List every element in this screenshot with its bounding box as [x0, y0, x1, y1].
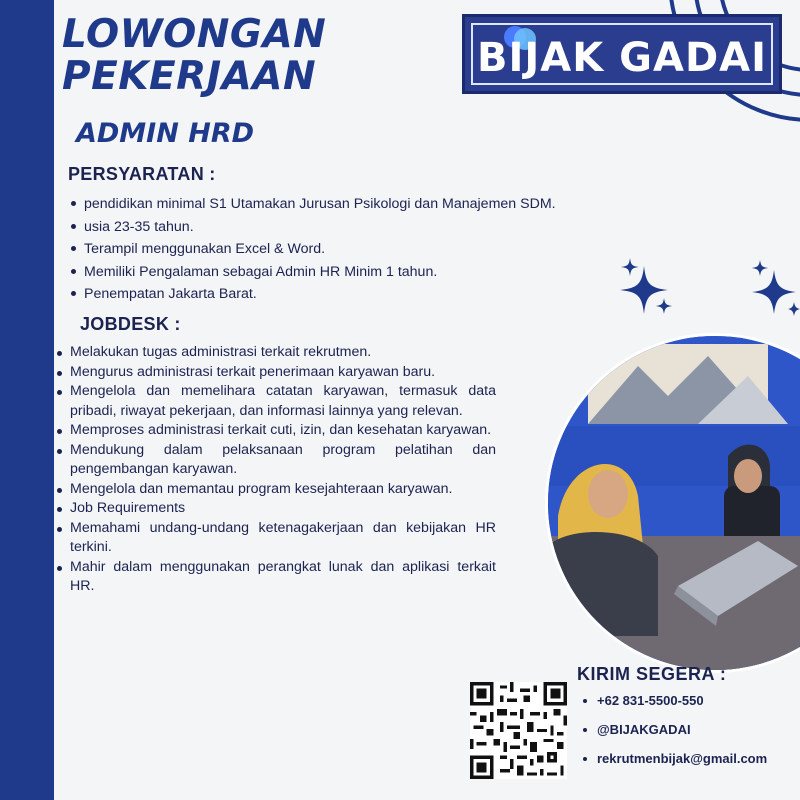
- contact-list: [583, 690, 798, 777]
- list-item: Mengurus administrasi terkait penerimaan karyawan baru.: [54, 363, 496, 383]
- list-item: Mahir dalam menggunakan perangkat lunak dan aplikasi terkait HR.: [54, 558, 496, 597]
- list-item: Mengelola dan memantau program kesejahteraan karyawan.: [54, 480, 496, 500]
- jobdesk-list: [54, 343, 496, 597]
- email-address: rekrutmenbijak@gmail.com: [583, 748, 798, 777]
- list-item: Mengelola dan memelihara catatan karyawan, termasuk data pribadi, riwayat pekerjaan, dan informasi lainnya yang relevan.: [54, 382, 496, 421]
- requirements-list: [68, 193, 668, 306]
- list-item: Terampil menggunakan Excel & Word.: [68, 238, 668, 261]
- list-item: pendidikan minimal S1 Utamakan Jurusan Psikologi dan Manajemen SDM.: [68, 193, 668, 216]
- office-photo: [545, 333, 800, 673]
- list-item: Melakukan tugas administrasi terkait rekrutmen.: [54, 343, 496, 363]
- list-item: usia 23-35 tahun.: [68, 216, 668, 239]
- list-item: Memiliki Pengalaman sebagai Admin HR Minim 1 tahun.: [68, 261, 668, 284]
- qr-code: [470, 682, 567, 779]
- contact-heading: KIRIM SEGERA :: [577, 664, 727, 684]
- instagram-handle: @BIJAKGADAI: [583, 719, 798, 748]
- title-line-1: LOWONGAN: [62, 12, 327, 57]
- left-accent-band: [0, 0, 54, 800]
- jobdesk-heading: JOBDESK :: [80, 314, 181, 334]
- brand-logo: [462, 14, 782, 94]
- logo-text: BIJAK GADAI: [477, 35, 767, 81]
- requirements-heading: PERSYARATAN :: [68, 164, 216, 184]
- list-item: Memproses administrasi terkait cuti, izin, dan kesehatan karyawan.: [54, 421, 496, 441]
- title-line-2: PEKERJAAN: [62, 54, 317, 99]
- sparkle-icon: [612, 258, 800, 328]
- page-title: [62, 14, 326, 98]
- list-item: Memahami undang-undang ketenagakerjaan dan kebijakan HR terkini.: [54, 519, 496, 558]
- office-photo-illustration: [548, 336, 800, 673]
- job-title: ADMIN HRD: [76, 118, 255, 149]
- list-item: Job Requirements: [54, 499, 496, 519]
- list-item: Penempatan Jakarta Barat.: [68, 283, 668, 306]
- list-item: Mendukung dalam pelaksanaan program pelatihan dan pengembangan karyawan.: [54, 441, 496, 480]
- phone-number: +62 831-5500-550: [583, 690, 798, 719]
